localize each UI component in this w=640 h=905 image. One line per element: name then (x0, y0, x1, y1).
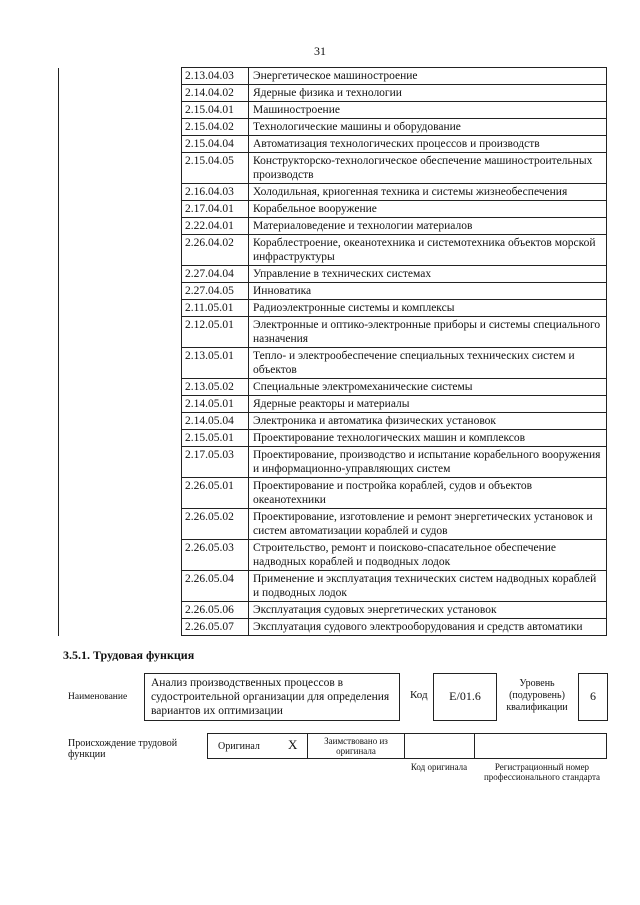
code-cell: 2.22.04.01 (182, 218, 249, 235)
blank-cell (59, 68, 182, 85)
blank-cell (59, 85, 182, 102)
table-row (59, 300, 607, 317)
name-label: Наименование (68, 692, 128, 702)
name-cell: Проектирование, изготовление и ремонт энергетических установок и систем автоматизации кораблей и судов (249, 509, 607, 540)
code-cell: 2.16.04.03 (182, 184, 249, 201)
table-row (59, 478, 607, 509)
blank-cell (59, 317, 182, 348)
level-label: Уровень (подуровень) квалификации (506, 678, 568, 713)
code-cell: 2.15.04.02 (182, 119, 249, 136)
name-cell: Машиностроение (249, 102, 607, 119)
name-cell: Ядерные физика и технологии (249, 85, 607, 102)
blank-cell (59, 602, 182, 619)
table-row (59, 540, 607, 571)
name-cell: Технологические машины и оборудование (249, 119, 607, 136)
code-cell: 2.15.05.01 (182, 430, 249, 447)
code-cell: 2.26.05.03 (182, 540, 249, 571)
origin-label: Происхождение трудовой функции (68, 738, 178, 760)
table-row (59, 266, 607, 283)
table-row (59, 602, 607, 619)
name-cell: Электроника и автоматика физических установок (249, 413, 607, 430)
level-value: 6 (578, 673, 608, 721)
code-label: Код (410, 689, 428, 701)
name-cell: Тепло- и электрообеспечение специальных технических систем и объектов (249, 348, 607, 379)
function-name-box (144, 673, 400, 721)
code-cell: 2.14.05.01 (182, 396, 249, 413)
table-row (59, 509, 607, 540)
name-cell: Проектирование, производство и испытание корабельного вооружения и информационно-управляющих систем (249, 447, 607, 478)
code-cell: 2.26.04.02 (182, 235, 249, 266)
blank-cell (59, 413, 182, 430)
blank-cell (59, 379, 182, 396)
code-cell: 2.13.05.02 (182, 379, 249, 396)
borrowed-label: Заимствовано из оригинала (324, 736, 388, 756)
name-cell: Управление в технических системах (249, 266, 607, 283)
name-cell: Радиоэлектронные системы и комплексы (249, 300, 607, 317)
code-cell: 2.17.05.03 (182, 447, 249, 478)
name-cell: Материаловедение и технологии материалов (249, 218, 607, 235)
blank-cell (59, 300, 182, 317)
name-cell: Эксплуатация судовых энергетических установок (249, 602, 607, 619)
table-row (59, 413, 607, 430)
code-cell: 2.26.05.06 (182, 602, 249, 619)
code-cell: 2.13.05.01 (182, 348, 249, 379)
table-row (59, 235, 607, 266)
table-row (59, 153, 607, 184)
blank-cell (59, 430, 182, 447)
code-cell: 2.27.04.04 (182, 266, 249, 283)
blank-cell (59, 283, 182, 300)
name-cell: Корабельное вооружение (249, 201, 607, 218)
blank-cell (59, 218, 182, 235)
name-cell: Проектирование технологических машин и комплексов (249, 430, 607, 447)
table-row (59, 136, 607, 153)
table-row (59, 447, 607, 478)
code-cell: 2.15.04.01 (182, 102, 249, 119)
table-row (59, 571, 607, 602)
blank-cell (59, 119, 182, 136)
table-row (59, 430, 607, 447)
table-row (59, 283, 607, 300)
original-mark: X (288, 737, 298, 752)
table-row (59, 379, 607, 396)
page-number: 31 (314, 44, 326, 58)
blank-cell (59, 136, 182, 153)
name-cell: Строительство, ремонт и поисково-спасательное обеспечение надводных кораблей и подводных лодок (249, 540, 607, 571)
code-cell: 2.26.05.02 (182, 509, 249, 540)
code-cell: 2.11.05.01 (182, 300, 249, 317)
blank-cell (59, 540, 182, 571)
table-row (59, 184, 607, 201)
name-cell: Эксплуатация судового электрооборудования и средств автоматики (249, 619, 607, 636)
blank-cell (59, 184, 182, 201)
name-cell: Применение и эксплуатация технических систем надводных кораблей и подводных лодок (249, 571, 607, 602)
code-cell: 2.14.04.02 (182, 85, 249, 102)
table-row (59, 619, 607, 636)
code-original-label: Код оригинала (410, 762, 468, 772)
function-name: Анализ производственных процессов в судостроительной организации для определения вариантов их оптимизации (151, 677, 390, 717)
table-row (59, 348, 607, 379)
code-cell: 2.26.05.04 (182, 571, 249, 602)
name-cell: Кораблестроение, океанотехника и системотехника объектов морской инфраструктуры (249, 235, 607, 266)
name-cell: Электронные и оптико-электронные приборы и системы специального назначения (249, 317, 607, 348)
reg-number-label: Регистрационный номер профессионального стандарта (483, 762, 601, 782)
table-row (59, 68, 607, 85)
code-value: E/01.6 (433, 673, 497, 721)
name-cell: Специальные электромеханические системы (249, 379, 607, 396)
blank-cell (59, 153, 182, 184)
code-cell: 2.13.04.03 (182, 68, 249, 85)
name-cell: Энергетическое машиностроение (249, 68, 607, 85)
code-cell: 2.26.05.07 (182, 619, 249, 636)
table-row (59, 119, 607, 136)
code-cell: 2.15.04.05 (182, 153, 249, 184)
blank-cell (59, 396, 182, 413)
original-label: Оригинал (218, 741, 260, 752)
code-cell: 2.14.05.04 (182, 413, 249, 430)
name-cell: Конструкторско-технологическое обеспечение машиностроительных производств (249, 153, 607, 184)
blank-cell (59, 509, 182, 540)
education-codes-table (58, 67, 607, 636)
blank-cell (59, 235, 182, 266)
code-cell: 2.17.04.01 (182, 201, 249, 218)
table-row (59, 85, 607, 102)
blank-cell (59, 201, 182, 218)
name-cell: Автоматизация технологических процессов и производств (249, 136, 607, 153)
blank-cell (59, 619, 182, 636)
name-cell: Проектирование и постройка кораблей, судов и объектов океанотехники (249, 478, 607, 509)
table-row (59, 317, 607, 348)
blank-cell (59, 102, 182, 119)
name-cell: Ядерные реакторы и материалы (249, 396, 607, 413)
table-row (59, 218, 607, 235)
table-row (59, 396, 607, 413)
code-cell: 2.26.05.01 (182, 478, 249, 509)
code-cell: 2.15.04.04 (182, 136, 249, 153)
section-title: 3.5.1. Трудовая функция (63, 648, 195, 662)
blank-cell (59, 348, 182, 379)
code-cell: 2.12.05.01 (182, 317, 249, 348)
origin-box (207, 733, 607, 759)
table-row (59, 102, 607, 119)
table-row (59, 201, 607, 218)
blank-cell (59, 266, 182, 283)
name-cell: Холодильная, криогенная техника и системы жизнеобеспечения (249, 184, 607, 201)
name-cell: Инноватика (249, 283, 607, 300)
blank-cell (59, 478, 182, 509)
code-cell: 2.27.04.05 (182, 283, 249, 300)
blank-cell (59, 571, 182, 602)
blank-cell (59, 447, 182, 478)
